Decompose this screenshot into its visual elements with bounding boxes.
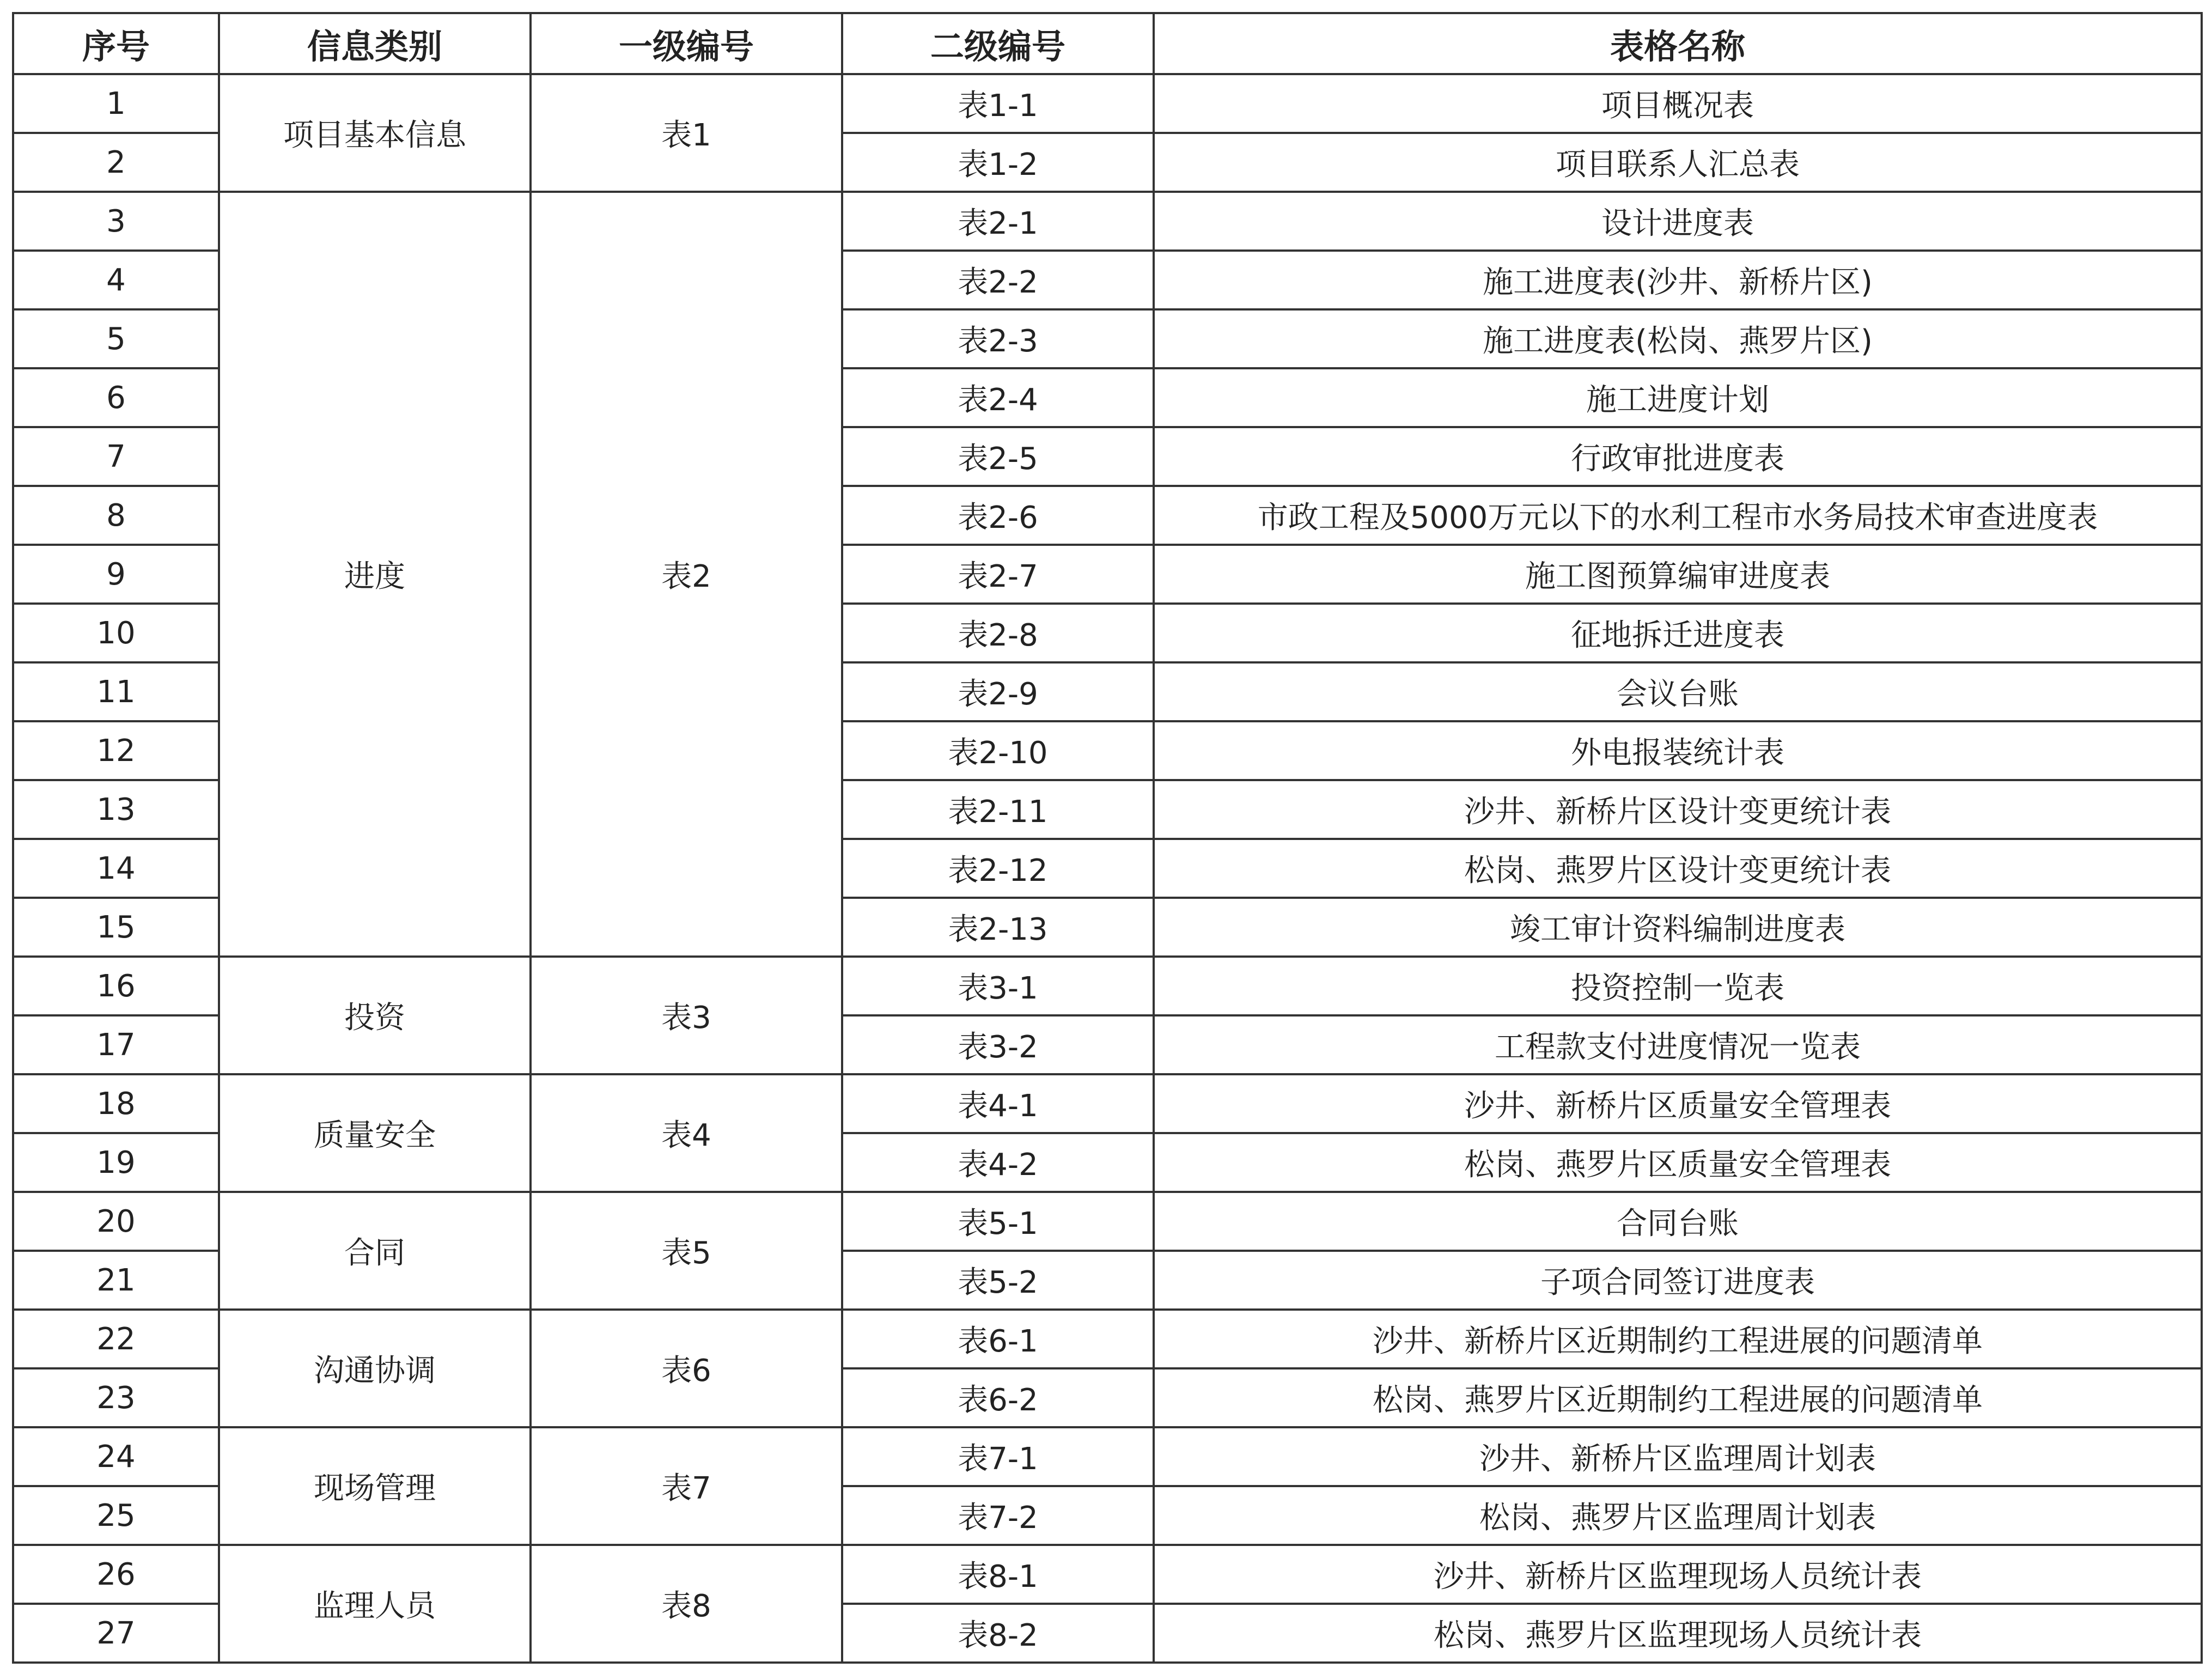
level2-code-cell: 表4-1 — [842, 1074, 1154, 1133]
form-name-cell: 工程款支付进度情况一览表 — [1154, 1015, 2202, 1074]
form-name-cell: 项目联系人汇总表 — [1154, 133, 2202, 192]
level2-code-cell: 表2-5 — [842, 427, 1154, 486]
serial-no-cell: 22 — [13, 1310, 219, 1368]
level2-code-cell: 表8-2 — [842, 1604, 1154, 1663]
header-form-name: 表格名称 — [1154, 13, 2202, 74]
level2-code-cell: 表1-2 — [842, 133, 1154, 192]
form-name-cell: 松岗、燕罗片区监理现场人员统计表 — [1154, 1604, 2202, 1663]
level2-code-cell: 表5-1 — [842, 1192, 1154, 1251]
info-category-cell: 进度 — [219, 192, 531, 957]
form-name-cell: 会议台账 — [1154, 662, 2202, 721]
level2-code-cell: 表2-4 — [842, 368, 1154, 427]
table-row — [13, 1192, 2202, 1251]
level2-code-cell: 表4-2 — [842, 1133, 1154, 1192]
level2-code-cell: 表2-13 — [842, 898, 1154, 957]
info-category-cell: 现场管理 — [219, 1427, 531, 1545]
table-row — [13, 192, 2202, 251]
level2-code-cell: 表2-1 — [842, 192, 1154, 251]
serial-no-cell: 16 — [13, 957, 219, 1015]
form-name-cell: 沙井、新桥片区质量安全管理表 — [1154, 1074, 2202, 1133]
table-body — [13, 74, 2202, 1663]
serial-no-cell: 7 — [13, 427, 219, 486]
info-category-cell: 沟通协调 — [219, 1310, 531, 1427]
serial-no-cell: 8 — [13, 486, 219, 545]
table-header — [13, 13, 2202, 74]
form-name-cell: 子项合同签订进度表 — [1154, 1251, 2202, 1310]
form-name-cell: 松岗、燕罗片区质量安全管理表 — [1154, 1133, 2202, 1192]
level2-code-cell: 表2-12 — [842, 839, 1154, 898]
form-name-cell: 沙井、新桥片区监理周计划表 — [1154, 1427, 2202, 1486]
level2-code-cell: 表6-1 — [842, 1310, 1154, 1368]
form-name-cell: 松岗、燕罗片区设计变更统计表 — [1154, 839, 2202, 898]
level1-code-cell: 表7 — [531, 1427, 842, 1545]
table-row — [13, 1310, 2202, 1368]
table-row — [13, 957, 2202, 1015]
level2-code-cell: 表2-2 — [842, 251, 1154, 309]
serial-no-cell: 9 — [13, 545, 219, 604]
form-name-cell: 行政审批进度表 — [1154, 427, 2202, 486]
serial-no-cell: 24 — [13, 1427, 219, 1486]
serial-no-cell: 5 — [13, 309, 219, 368]
serial-no-cell: 12 — [13, 721, 219, 780]
level1-code-cell: 表6 — [531, 1310, 842, 1427]
serial-no-cell: 6 — [13, 368, 219, 427]
table-row — [13, 74, 2202, 133]
table-row — [13, 1545, 2202, 1604]
form-index-table — [12, 12, 2203, 1664]
level2-code-cell: 表8-1 — [842, 1545, 1154, 1604]
level2-code-cell: 表2-10 — [842, 721, 1154, 780]
info-category-cell: 投资 — [219, 957, 531, 1074]
form-name-cell: 施工进度计划 — [1154, 368, 2202, 427]
level2-code-cell: 表3-1 — [842, 957, 1154, 1015]
serial-no-cell: 25 — [13, 1486, 219, 1545]
form-name-cell: 松岗、燕罗片区近期制约工程进展的问题清单 — [1154, 1368, 2202, 1427]
level1-code-cell: 表4 — [531, 1074, 842, 1192]
form-name-cell: 项目概况表 — [1154, 74, 2202, 133]
table-row — [13, 1427, 2202, 1486]
form-name-cell: 市政工程及5000万元以下的水利工程市水务局技术审查进度表 — [1154, 486, 2202, 545]
serial-no-cell: 20 — [13, 1192, 219, 1251]
serial-no-cell: 2 — [13, 133, 219, 192]
level2-code-cell: 表3-2 — [842, 1015, 1154, 1074]
level2-code-cell: 表5-2 — [842, 1251, 1154, 1310]
level2-code-cell: 表2-3 — [842, 309, 1154, 368]
table-row — [13, 1074, 2202, 1133]
form-name-cell: 松岗、燕罗片区监理周计划表 — [1154, 1486, 2202, 1545]
serial-no-cell: 18 — [13, 1074, 219, 1133]
serial-no-cell: 13 — [13, 780, 219, 839]
serial-no-cell: 27 — [13, 1604, 219, 1663]
form-name-cell: 征地拆迁进度表 — [1154, 604, 2202, 662]
form-name-cell: 沙井、新桥片区监理现场人员统计表 — [1154, 1545, 2202, 1604]
level1-code-cell: 表1 — [531, 74, 842, 192]
level1-code-cell: 表3 — [531, 957, 842, 1074]
info-category-cell: 合同 — [219, 1192, 531, 1310]
form-name-cell: 设计进度表 — [1154, 192, 2202, 251]
header-level1-code: 一级编号 — [531, 13, 842, 74]
info-category-cell: 项目基本信息 — [219, 74, 531, 192]
level2-code-cell: 表7-2 — [842, 1486, 1154, 1545]
header-info-category: 信息类别 — [219, 13, 531, 74]
serial-no-cell: 26 — [13, 1545, 219, 1604]
level2-code-cell: 表2-8 — [842, 604, 1154, 662]
header-serial-no: 序号 — [13, 13, 219, 74]
serial-no-cell: 3 — [13, 192, 219, 251]
serial-no-cell: 17 — [13, 1015, 219, 1074]
form-name-cell: 外电报装统计表 — [1154, 721, 2202, 780]
serial-no-cell: 15 — [13, 898, 219, 957]
form-name-cell: 施工进度表(松岗、燕罗片区) — [1154, 309, 2202, 368]
level2-code-cell: 表7-1 — [842, 1427, 1154, 1486]
level2-code-cell: 表6-2 — [842, 1368, 1154, 1427]
serial-no-cell: 1 — [13, 74, 219, 133]
info-category-cell: 质量安全 — [219, 1074, 531, 1192]
form-name-cell: 沙井、新桥片区近期制约工程进展的问题清单 — [1154, 1310, 2202, 1368]
form-name-cell: 投资控制一览表 — [1154, 957, 2202, 1015]
header-level2-code: 二级编号 — [842, 13, 1154, 74]
serial-no-cell: 14 — [13, 839, 219, 898]
serial-no-cell: 4 — [13, 251, 219, 309]
level1-code-cell: 表2 — [531, 192, 842, 957]
serial-no-cell: 23 — [13, 1368, 219, 1427]
level2-code-cell: 表2-9 — [842, 662, 1154, 721]
serial-no-cell: 11 — [13, 662, 219, 721]
level2-code-cell: 表1-1 — [842, 74, 1154, 133]
serial-no-cell: 10 — [13, 604, 219, 662]
level2-code-cell: 表2-7 — [842, 545, 1154, 604]
level2-code-cell: 表2-11 — [842, 780, 1154, 839]
info-category-cell: 监理人员 — [219, 1545, 531, 1663]
form-name-cell: 合同台账 — [1154, 1192, 2202, 1251]
serial-no-cell: 19 — [13, 1133, 219, 1192]
header-row — [13, 13, 2202, 74]
form-name-cell: 沙井、新桥片区设计变更统计表 — [1154, 780, 2202, 839]
level1-code-cell: 表8 — [531, 1545, 842, 1663]
form-name-cell: 施工进度表(沙井、新桥片区) — [1154, 251, 2202, 309]
serial-no-cell: 21 — [13, 1251, 219, 1310]
form-name-cell: 施工图预算编审进度表 — [1154, 545, 2202, 604]
level2-code-cell: 表2-6 — [842, 486, 1154, 545]
level1-code-cell: 表5 — [531, 1192, 842, 1310]
form-name-cell: 竣工审计资料编制进度表 — [1154, 898, 2202, 957]
